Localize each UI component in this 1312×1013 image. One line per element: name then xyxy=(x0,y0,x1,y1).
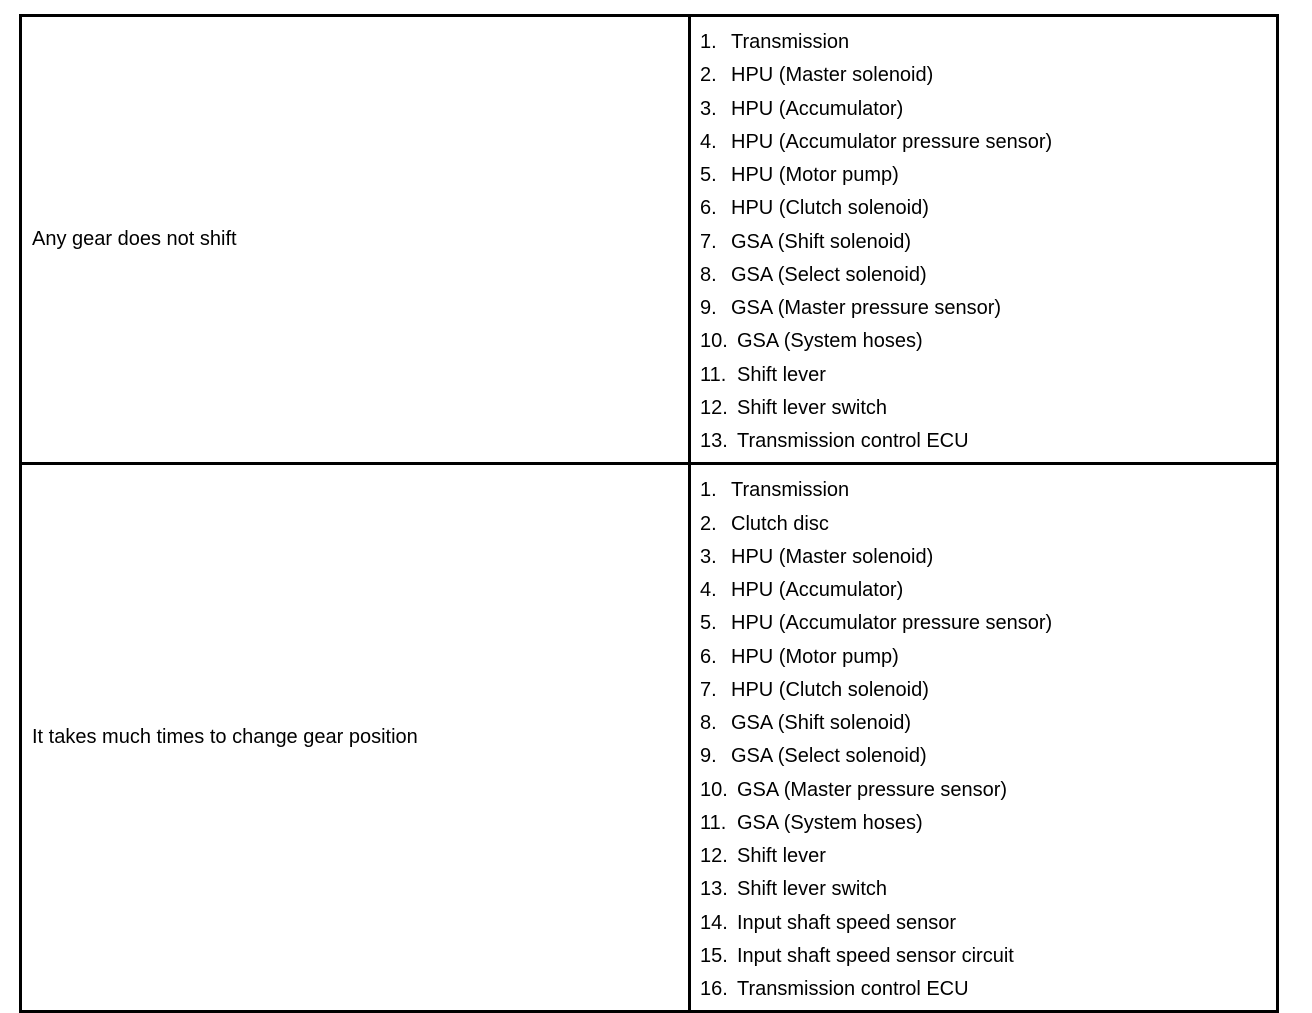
parts-cell xyxy=(690,464,1278,1012)
symptom-cell: Any gear does not shift xyxy=(21,16,690,464)
item-number: 12. xyxy=(700,845,728,867)
item-number: 4. xyxy=(700,130,717,153)
item-number: 2. xyxy=(700,64,717,87)
list-item xyxy=(700,226,1276,259)
list-item xyxy=(700,607,1276,640)
list-item xyxy=(700,707,1276,740)
item-text: HPU (Accumulator) xyxy=(731,97,904,120)
list-item xyxy=(700,259,1276,292)
item-number: 13. xyxy=(700,430,728,452)
item-text: GSA (Select solenoid) xyxy=(731,745,927,768)
list-item xyxy=(700,574,1276,607)
item-number: 8. xyxy=(700,263,717,286)
item-number: 5. xyxy=(700,164,717,186)
item-number: 7. xyxy=(700,678,717,701)
item-number: 6. xyxy=(700,197,717,220)
item-number: 4. xyxy=(700,579,717,601)
item-number: 16. xyxy=(700,978,728,1000)
item-number: 1. xyxy=(700,31,717,53)
list-item xyxy=(700,26,1276,59)
list-item xyxy=(700,907,1276,940)
list-item xyxy=(700,359,1276,392)
table-row xyxy=(21,16,1278,464)
item-number: 5. xyxy=(700,612,717,635)
item-number: 10. xyxy=(700,778,728,801)
item-text: GSA (Master pressure sensor) xyxy=(731,297,1002,319)
item-text: GSA (Shift solenoid) xyxy=(731,712,912,734)
item-text: GSA (Master pressure sensor) xyxy=(737,778,1008,801)
item-text: Transmission control ECU xyxy=(737,978,969,1000)
list-item xyxy=(700,126,1276,159)
item-text: HPU (Master solenoid) xyxy=(731,545,934,568)
list-item xyxy=(700,508,1276,541)
item-text: GSA (Shift solenoid) xyxy=(731,230,912,253)
item-text: Shift lever xyxy=(737,845,826,867)
list-item xyxy=(700,159,1276,192)
item-text: HPU (Accumulator pressure sensor) xyxy=(731,130,1053,153)
list-item xyxy=(700,674,1276,707)
item-number: 6. xyxy=(700,645,717,668)
item-number: 11. xyxy=(700,811,727,834)
item-text: Transmission xyxy=(731,479,850,502)
item-number: 2. xyxy=(700,512,717,535)
trouble-table-body xyxy=(21,16,1278,1012)
item-number: 9. xyxy=(700,745,717,768)
item-number: 12. xyxy=(700,396,728,419)
table-row xyxy=(21,464,1278,1012)
item-text: HPU (Accumulator pressure sensor) xyxy=(731,612,1053,635)
item-number: 1. xyxy=(700,479,717,502)
item-number: 13. xyxy=(700,878,728,901)
item-text: HPU (Master solenoid) xyxy=(731,64,934,87)
list-item xyxy=(700,325,1276,358)
item-text: HPU (Clutch solenoid) xyxy=(731,678,929,701)
list-item xyxy=(700,93,1276,126)
item-number: 10. xyxy=(700,330,728,353)
item-number: 3. xyxy=(700,545,717,568)
list-item xyxy=(700,474,1276,507)
item-text: HPU (Motor pump) xyxy=(731,164,899,186)
list-item xyxy=(700,541,1276,574)
item-text: Input shaft speed sensor xyxy=(737,911,957,934)
item-number: 15. xyxy=(700,944,728,967)
item-text: GSA (System hoses) xyxy=(737,330,923,353)
item-text: GSA (Select solenoid) xyxy=(731,263,927,286)
item-number: 9. xyxy=(700,297,717,319)
item-number: 11. xyxy=(700,363,727,386)
list-item xyxy=(700,192,1276,225)
item-text: Transmission control ECU xyxy=(737,430,969,452)
parts-list xyxy=(700,474,1276,1006)
item-text: HPU (Clutch solenoid) xyxy=(731,197,929,220)
list-item xyxy=(700,807,1276,840)
list-item xyxy=(700,425,1276,458)
list-item xyxy=(700,641,1276,674)
list-item xyxy=(700,774,1276,807)
list-item xyxy=(700,392,1276,425)
parts-cell xyxy=(690,16,1278,464)
list-item xyxy=(700,59,1276,92)
item-text: Transmission xyxy=(731,31,850,53)
item-text: GSA (System hoses) xyxy=(737,811,923,834)
list-item xyxy=(700,873,1276,906)
item-text: Shift lever switch xyxy=(737,878,888,901)
item-number: 3. xyxy=(700,97,717,120)
list-item xyxy=(700,840,1276,873)
list-item xyxy=(700,740,1276,773)
list-item xyxy=(700,940,1276,973)
list-item xyxy=(700,292,1276,325)
item-number: 7. xyxy=(700,230,717,253)
item-number: 8. xyxy=(700,712,717,734)
item-number: 14. xyxy=(700,911,728,934)
item-text: Shift lever xyxy=(737,363,826,386)
trouble-table xyxy=(19,14,1279,1013)
item-text: Shift lever switch xyxy=(737,396,888,419)
symptom-cell: It takes much times to change gear position xyxy=(21,464,690,1012)
list-item xyxy=(700,973,1276,1006)
item-text: HPU (Accumulator) xyxy=(731,579,904,601)
parts-list xyxy=(700,26,1276,458)
item-text: HPU (Motor pump) xyxy=(731,645,899,668)
item-text: Input shaft speed sensor circuit xyxy=(737,944,1014,967)
item-text: Clutch disc xyxy=(731,512,829,535)
